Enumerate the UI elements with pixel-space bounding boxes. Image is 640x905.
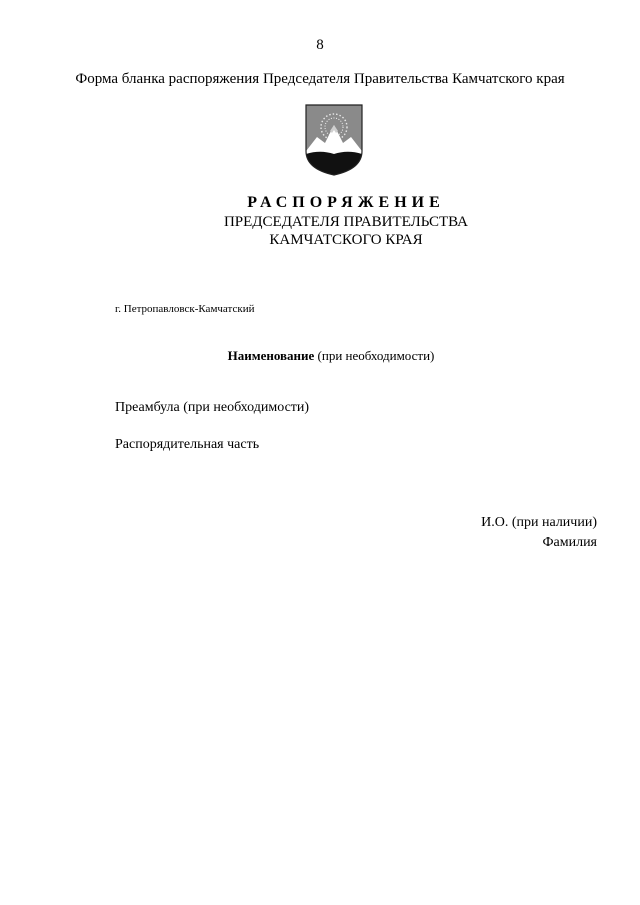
page-number: 8 (316, 37, 324, 53)
title-name: Наименование (227, 348, 315, 363)
document-type-heading: РАСПОРЯЖЕНИЕ (247, 194, 445, 211)
signature-initials: И.О. (при наличии) (481, 515, 597, 530)
form-title: Форма бланка распоряжения Председателя Правительства Камчатского края (75, 71, 565, 87)
kamchatka-coat-of-arms-icon (303, 103, 365, 177)
document-title (0, 348, 640, 364)
issuer-line-1: ПРЕДСЕДАТЕЛЯ ПРАВИТЕЛЬСТВА (223, 214, 469, 230)
main-part: Распорядительная часть (115, 437, 260, 452)
title-note: (при необходимости) (314, 348, 435, 363)
issuer-line-2: КАМЧАТСКОГО КРАЯ (269, 232, 423, 248)
place-of-issue: г. Петропавловск-Камчатский (115, 303, 255, 315)
preamble: Преамбула (при необходимости) (115, 400, 310, 415)
signature-surname: Фамилия (542, 535, 597, 550)
